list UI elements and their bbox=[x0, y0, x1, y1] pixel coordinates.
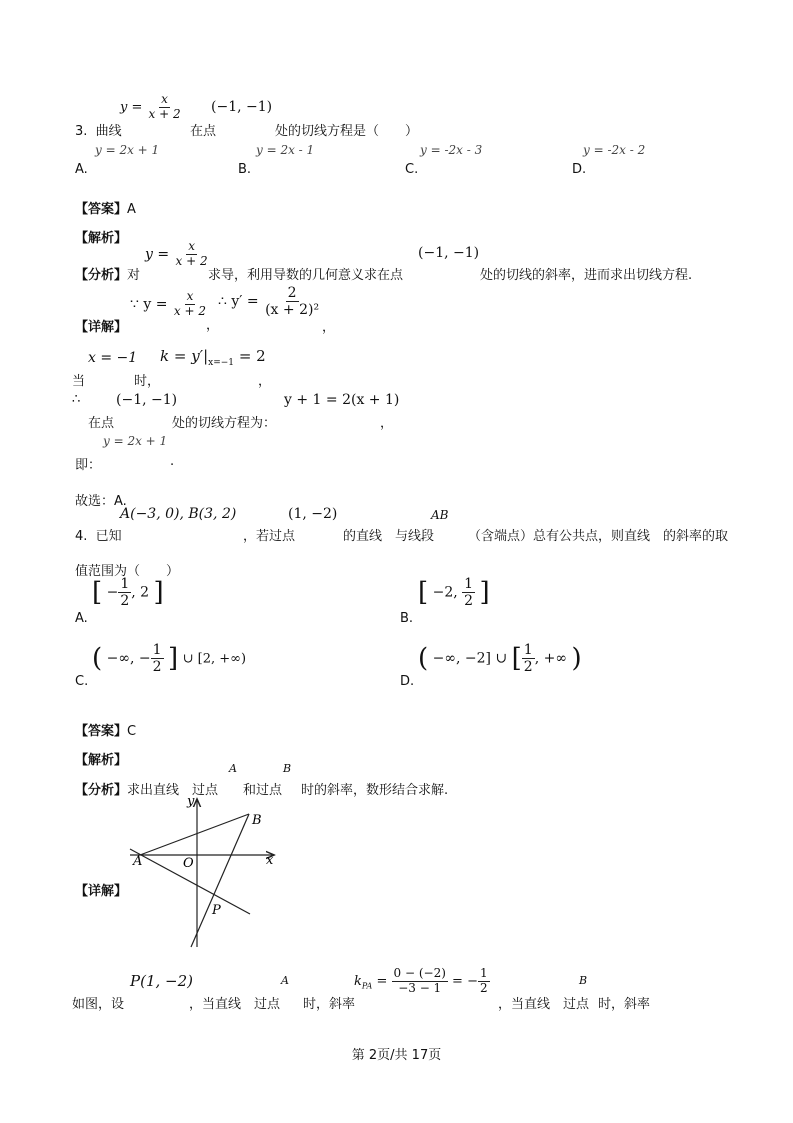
fig-label-a: A bbox=[133, 854, 143, 869]
fig-label-b: B bbox=[252, 813, 262, 828]
q3-option-a-label: A. bbox=[75, 162, 88, 177]
q4-option-d-inner-left: [ bbox=[511, 643, 522, 674]
q3-analysis-tag: 【解析】 bbox=[75, 231, 128, 246]
q4-line-text: 的直线 与线段 bbox=[343, 529, 435, 544]
q4-fenxi-a: A bbox=[229, 762, 237, 775]
q3-answer-value: A bbox=[127, 202, 136, 217]
q4-option-b-den: 2 bbox=[464, 593, 474, 610]
q4-segment: AB bbox=[431, 508, 449, 522]
q3-curve-num: x bbox=[161, 92, 168, 106]
q3-curve-lhs: y = bbox=[120, 99, 143, 115]
q3-comma-3: ， bbox=[258, 374, 272, 389]
q3-deriv-den: (x + 2)² bbox=[265, 302, 320, 319]
q4-xiangjie-tag: 【详解】 bbox=[75, 884, 128, 899]
q3-k-expr: k = y′| bbox=[160, 347, 209, 365]
q4-kpa-num: 0 − (−2) bbox=[393, 966, 446, 980]
q3-fenxi-num: x bbox=[188, 239, 195, 253]
q4-option-a-rest: , 2 bbox=[131, 584, 150, 601]
q3-number: 3. bbox=[75, 124, 88, 139]
fig-label-p: P bbox=[212, 903, 221, 918]
q3-at-point: 在点 bbox=[190, 124, 217, 139]
q3-fenxi-line bbox=[75, 264, 140, 283]
q3-tangent-text: 处的切线方程为： bbox=[172, 416, 277, 431]
q3-option-c-label: C. bbox=[405, 162, 419, 177]
q3-fenxi-point: (−1, −1) bbox=[418, 245, 480, 261]
q4-option-a-right: ] bbox=[153, 577, 164, 608]
q4-last-3: 时，斜率 bbox=[303, 997, 356, 1012]
q3-k-sub: x=−1 bbox=[208, 358, 235, 368]
q3-when: 当 bbox=[72, 374, 86, 389]
q3-stem bbox=[75, 120, 122, 139]
q3-because: ∵ y = bbox=[130, 296, 168, 313]
q4-kpa-eq: = bbox=[376, 973, 388, 989]
q4-option-d-expr bbox=[418, 642, 582, 675]
q4-option-c-left: ( bbox=[92, 643, 103, 674]
q3-option-b-label: B. bbox=[238, 162, 252, 177]
q3-comma-2: ， bbox=[322, 320, 336, 335]
q4-answer-tag: 【答案】 bbox=[75, 724, 128, 739]
q4-stem bbox=[75, 525, 122, 544]
q4-line2: 值范围为（ ） bbox=[75, 564, 180, 579]
q4-option-c-den: 2 bbox=[152, 659, 162, 676]
q4-option-b-left: [ bbox=[418, 577, 429, 608]
q3-ji: 即： bbox=[75, 458, 102, 473]
line-ab bbox=[140, 814, 249, 855]
q4-known: 已知 bbox=[95, 529, 122, 544]
q3-tangent-at-point: 在点 bbox=[88, 416, 115, 431]
q4-option-a-expr bbox=[92, 576, 164, 609]
q3-prefix: 曲线 bbox=[95, 124, 122, 139]
q3-xiangjie-tag: 【详解】 bbox=[75, 320, 128, 335]
q4-analysis-tag: 【解析】 bbox=[75, 753, 128, 768]
q4-option-a-num: 1 bbox=[120, 576, 130, 592]
q3-comma-1: ， bbox=[206, 318, 220, 333]
q4-kpa-res-den: 2 bbox=[479, 980, 488, 995]
q3-because-den: x + 2 bbox=[173, 303, 206, 318]
q4-option-a-left: [ bbox=[92, 577, 103, 608]
q3-option-d-label: D. bbox=[572, 162, 587, 177]
q4-option-c-num: 1 bbox=[152, 642, 162, 658]
q4-option-c-pre: −∞, − bbox=[106, 650, 151, 667]
q4-option-b-expr bbox=[418, 576, 490, 609]
fig-label-o: O bbox=[183, 856, 194, 871]
q4-point: (1, −2) bbox=[288, 506, 338, 522]
q4-points: A(−3, 0), B(3, 2) bbox=[120, 506, 237, 522]
q4-option-d-pre: −∞, −2] ∪ bbox=[432, 650, 508, 667]
q4-figure bbox=[125, 788, 285, 950]
q3-comma-4: ， bbox=[380, 416, 394, 431]
q4-through: ，若过点 bbox=[243, 529, 296, 544]
q3-option-b-expr: y = 2x - 1 bbox=[256, 143, 315, 157]
q3-tangent-point: (−1, −1) bbox=[116, 392, 178, 408]
q4-option-a-label: A. bbox=[75, 611, 88, 626]
q3-choose: 故选：A. bbox=[75, 494, 127, 509]
q4-number: 4. bbox=[75, 529, 88, 544]
q3-curve-den: x + 2 bbox=[148, 106, 181, 121]
q4-option-c-label: C. bbox=[75, 674, 89, 689]
q4-fenxi-b: B bbox=[283, 762, 292, 775]
q3-fenxi-tag: 【分析】 bbox=[75, 268, 128, 283]
q3-result-eq: y = 2x + 1 bbox=[103, 434, 168, 448]
q4-last-1: 如图，设 bbox=[72, 997, 125, 1012]
q3-fenxi-post: 处的切线的斜率，进而求出切线方程. bbox=[480, 268, 693, 283]
q3-k-formula bbox=[160, 347, 266, 368]
q4-option-b-right: ] bbox=[479, 577, 490, 608]
q3-tangent-eq: y + 1 = 2(x + 1) bbox=[284, 392, 400, 408]
line-pb bbox=[191, 814, 249, 947]
q3-option-a-expr: y = 2x + 1 bbox=[95, 143, 160, 157]
q4-option-c-expr bbox=[92, 642, 246, 675]
q3-period: . bbox=[170, 454, 175, 469]
q3-option-c-expr: y = -2x - 3 bbox=[420, 143, 483, 157]
q4-fenxi-3: 时的斜率，数形结合求解. bbox=[301, 783, 449, 798]
q4-fenxi-1: 求出直线 过点 bbox=[127, 783, 219, 798]
q4-option-c-union: ∪ [2, +∞) bbox=[182, 651, 247, 667]
q4-kpa-sub: PA bbox=[361, 981, 373, 991]
q3-answer-tag: 【答案】 bbox=[75, 202, 128, 217]
q4-fenxi-tag: 【分析】 bbox=[75, 783, 128, 798]
q4-option-b-pre: −2, bbox=[432, 584, 463, 601]
q3-answer bbox=[75, 198, 136, 217]
q3-curve-formula bbox=[120, 93, 183, 122]
q4-last-5: 时，斜率 bbox=[598, 997, 651, 1012]
q4-option-a-sign: − bbox=[106, 584, 119, 601]
q4-option-b-label: B. bbox=[400, 611, 414, 626]
q4-last-b: B bbox=[579, 974, 588, 987]
q4-answer bbox=[75, 720, 136, 739]
q4-option-d-num: 1 bbox=[523, 642, 533, 658]
q4-option-d-label: D. bbox=[400, 674, 415, 689]
q4-kpa-den: −3 − 1 bbox=[398, 980, 442, 995]
q3-fenxi-pre: 对 bbox=[127, 268, 141, 283]
q4-option-b-num: 1 bbox=[464, 576, 474, 592]
q4-kpa-eq2: = bbox=[452, 973, 463, 989]
q4-kpa-res-sign: − bbox=[467, 973, 478, 989]
q3-x-eq: x = −1 bbox=[88, 350, 138, 366]
q4-option-d-left: ( bbox=[418, 643, 429, 674]
q4-kpa-formula bbox=[354, 967, 490, 996]
q3-deriv-num: 2 bbox=[287, 285, 297, 301]
q3-curve-fraction bbox=[147, 93, 183, 122]
q4-last-4: ，当直线 过点 bbox=[498, 997, 590, 1012]
q3-so-sym: ∴ bbox=[72, 392, 81, 407]
q3-suffix: 处的切线方程是（ ） bbox=[275, 124, 419, 139]
q3-because-num: x bbox=[186, 289, 194, 303]
q3-because-formula bbox=[130, 290, 208, 319]
q3-fenxi-mid: 求导，利用导数的几何意义求在点 bbox=[208, 268, 404, 283]
q4-kpa-res-num: 1 bbox=[479, 966, 488, 980]
page-footer: 第 2页/共 17页 bbox=[351, 1048, 442, 1063]
q4-option-c-right: ] bbox=[168, 643, 179, 674]
q4-rest: （含端点）总有公共点，则直线 的斜率的取 bbox=[468, 529, 729, 544]
q3-shi: 时， bbox=[134, 374, 161, 389]
q4-last-a: A bbox=[281, 974, 289, 987]
q4-option-d-post: , +∞ bbox=[534, 650, 568, 667]
q3-fenxi-formula: y = $\frac{x}{x + 2}$ bbox=[145, 239, 208, 268]
q3-k-val: = 2 bbox=[238, 347, 266, 365]
q4-kpa: k bbox=[354, 973, 362, 989]
q3-option-d-expr: y = -2x - 2 bbox=[583, 143, 646, 157]
q4-answer-value: C bbox=[127, 724, 137, 739]
fig-label-y: y bbox=[187, 794, 195, 809]
fig-label-x: x bbox=[266, 853, 274, 868]
q4-last-2: ，当直线 过点 bbox=[189, 997, 281, 1012]
q3-fenxi-den: x + 2 bbox=[175, 253, 208, 268]
q3-therefore: ∴ y′ = bbox=[218, 293, 259, 310]
q4-option-d-right: ) bbox=[571, 643, 582, 674]
q4-option-d-den: 2 bbox=[523, 659, 533, 676]
q4-p-def: P(1, −2) bbox=[130, 972, 193, 990]
q3-point: (−1, −1) bbox=[211, 99, 273, 115]
q4-option-a-den: 2 bbox=[120, 593, 130, 610]
q4-fenxi-2: 和过点 bbox=[243, 783, 283, 798]
q3-derivative-formula bbox=[218, 285, 321, 318]
